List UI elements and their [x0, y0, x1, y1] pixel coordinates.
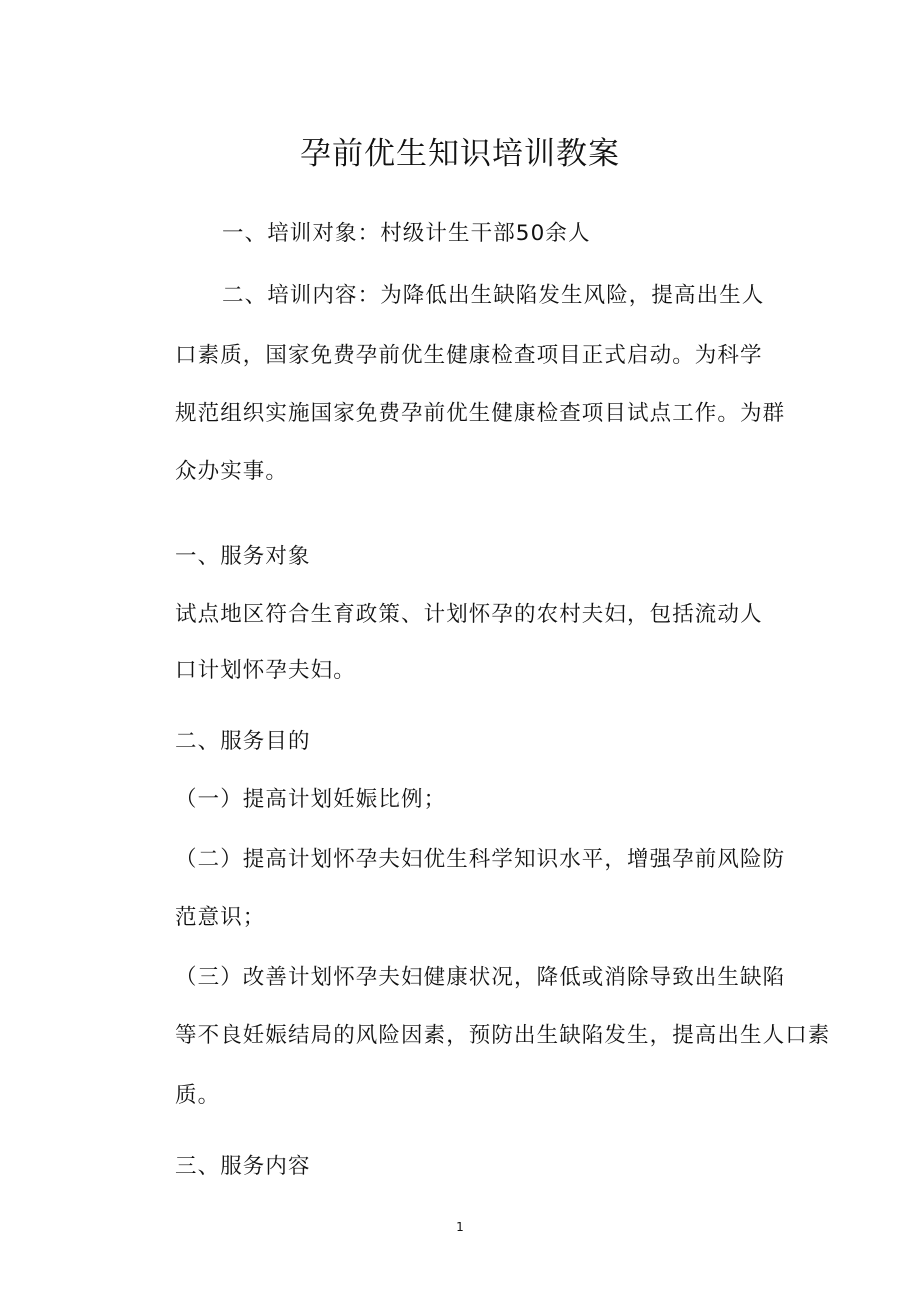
- section-heading: 二、服务目的: [175, 729, 311, 754]
- list-item: （二）提高计划怀孕夫妇优生科学知识水平，增强孕前风险防: [175, 847, 786, 872]
- list-item: （一）提高计划妊娠比例；: [175, 787, 447, 812]
- paragraph-line: 等不良妊娠结局的风险因素，预防出生缺陷发生，提高出生人口素: [175, 1023, 831, 1048]
- page-number: 1: [456, 1220, 464, 1234]
- paragraph-line: 质。: [175, 1083, 221, 1108]
- section-heading: 一、服务对象: [175, 544, 311, 569]
- paragraph-line: 试点地区符合生育政策、计划怀孕的农村夫妇，包括流动人: [175, 602, 763, 627]
- paragraph-line: 众办实事。: [175, 459, 289, 484]
- list-item: （三）改善计划怀孕夫妇健康状况，降低或消除导致出生缺陷: [175, 965, 786, 990]
- paragraph-line: 口计划怀孕夫妇。: [175, 658, 356, 683]
- paragraph-line: 规范组织实施国家免费孕前优生健康检查项目试点工作。为群: [175, 401, 786, 426]
- document-title: 孕前优生知识培训教案: [300, 136, 620, 172]
- section-heading: 三、服务内容: [175, 1154, 311, 1179]
- paragraph-line: 口素质，国家免费孕前优生健康检查项目正式启动。为科学: [175, 343, 763, 368]
- paragraph-line: 范意识；: [175, 905, 266, 930]
- paragraph-line: 二、培训内容：为降低出生缺陷发生风险，提高出生人: [222, 283, 765, 308]
- paragraph-line: 一、培训对象：村级计生干部50余人: [222, 221, 591, 246]
